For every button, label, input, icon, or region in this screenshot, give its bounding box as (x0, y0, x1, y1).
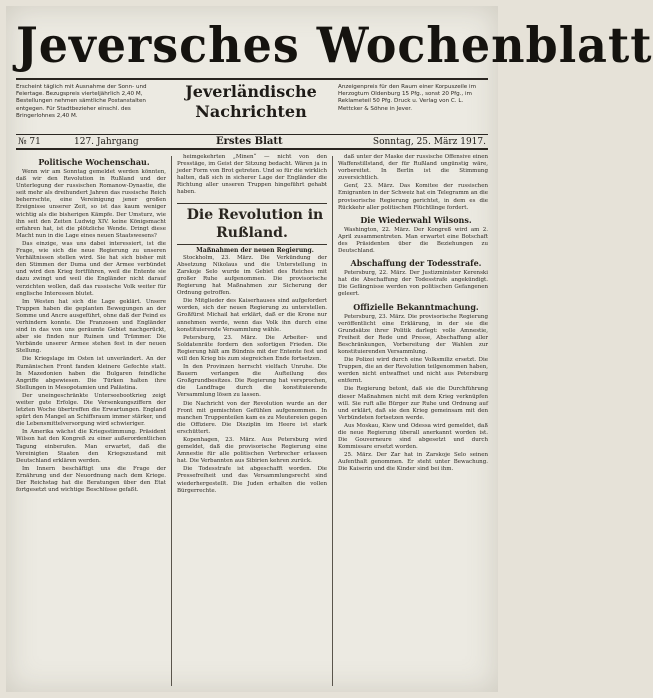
subhead-row (16, 78, 488, 134)
issue-number: № 71 (18, 137, 41, 147)
subtitle-line-2: Nachrichten (195, 102, 307, 121)
article-paragraph: Petersburg, 23. März. Die provisorische Regierung veröffentlicht eine Erklärung, in der sie die Grundsätze ihrer Politik darlegt: volle Amnestie, Freiheit der Rede und Presse, Abschaffung aller Beschränkungen, Vorbereitung der Wahlen zur konstituierenden Versammlung. (338, 313, 488, 355)
article-paragraph: Kopenhagen, 23. März. Aus Petersburg wird gemeldet, daß die provisorische Regierung eine Amnestie für alle politischen Verbrecher erlassen hat. Die Verbannten aus Sibirien kehren zurück. (177, 437, 327, 465)
article-paragraph: Wenn wir am Sonntag gemeldet werden könnten, daß wir den Revolution in Rußland und der Unterlegung der russischen Romanow-Dynastie, die seit mehr als dreihundert Jahren das russische Reich beherrschte, eine Vereinigung jener großen Ereignisse unserer Zeit, so ist das kaum weniger wichtig als die bisherigen Kämpfe. Der Umsturz, wie ihn seit den Zeiten Ludwig XIV. keine Königsmacht erfahren hat, ist die plötzliche Wende. Dringt diese Macht nun in die Lage eines neuen Staatswesens? (16, 169, 166, 239)
article-paragraph: Die Polizei wird durch eine Volksmiliz ersetzt. Die Truppen, die an der Revolution teilgenommen haben, werden nicht entwaffnet und nicht aus Petersburg entfernt. (338, 357, 488, 385)
column-3 (338, 154, 488, 690)
article-paragraph: Petersburg, 22. März. Der Justizminister Kerenski hat die Abschaffung der Todesstrafe angekündigt. Die Gefängnisse werden von politischen Gefangenen geleert. (338, 270, 488, 298)
article-paragraph: heimgekehrten „Minen“ — nicht von den Presstäge, im Geist der Sitzung bedacht. Wären ja in jeder Form von Brot getreten. Und so für die wirklich halten, daß sich in sicherer Lage der Engländer die Richtung aller unseren Truppen hingeführt gehabt haben. (177, 154, 327, 196)
article-paragraph: Aus Moskau, Kiew und Odessa wird gemeldet, daß die neue Regierung überall anerkannt worden ist. Die Gouverneure sind abgesetzt und durch Kommissare ersetzt worden. (338, 422, 488, 451)
article-heading: Offizielle Bekanntmachung. (353, 301, 479, 312)
column-divider (171, 156, 172, 686)
column-1 (16, 154, 166, 690)
article-heading: Die Wiederwahl Wilsons. (360, 214, 472, 225)
article-paragraph: Die Kriegslage im Osten ist unverändert. An der Rumänischen Front fanden kleinere Gefechte statt. In Mazedonien haben die Bulgaren feindliche Angriffe abgewiesen. Die Türken halten ihre Stellungen in Mesopotamien und Palästina. (16, 356, 166, 391)
article-paragraph: In Amerika wächst die Kriegsstimmung. Präsident Wilson hat den Kongreß zu einer außerordentlichen Tagung einberufen. Man erwartet, daß die Vereinigten Staaten den Kriegszustand mit Deutschland erklären werden. (16, 429, 166, 464)
article-subheading: Maßnahmen der neuen Regierung. (196, 246, 314, 254)
article-paragraph: Die Nachricht von der Revolution wurde an der Front mit gemischten Gefühlen aufgenommen. In manchen Truppenteilen kam es zu Meutereien gegen die Offiziere. Die Disziplin im Heere ist stark erschüttert. (177, 400, 327, 435)
article-paragraph: Die Mitglieder des Kaiserhauses sind aufgefordert worden, sich der neuen Regierung zu unterstellen. Großfürst Michail hat erklärt, daß er die Krone nur annehmen werde, wenn das Volk ihn durch eine konstituierende Versammlung wähle. (177, 298, 327, 333)
article-paragraph: Im Innern beschäftigt uns die Frage der Ernährung und der Neuordnung nach dem Kriege. Der Reichstag hat die Beratungen über den Etat fortgesetzt und wichtige Beschlüsse gefaßt. (16, 465, 166, 494)
subscription-info: Erscheint täglich mit Ausnahme der Sonn- und Feiertage. Bezugspreis vierteljährlich 2,40 M, Bestellungen nehmen sämtliche Postanstalten entgegen. Für Stadtbezieher einschl. des Bringerlohnes 2,40 M. (16, 84, 147, 119)
volume-year: 127. Jahrgang (74, 137, 139, 147)
article-paragraph: Der uneingeschränkte Unterseebootkrieg zeigt weiter gute Erfolge. Die Versenkungsziffern der letzten Woche übertreffen die Erwartungen. England spürt den Mangel an Schiffsraum immer stärker, und die Lebensmittelversorgung wird schwieriger. (16, 392, 166, 428)
edition-label: Erstes Blatt (216, 136, 283, 147)
masthead-title: Jeversches Wochenblatt (16, 16, 653, 74)
article-paragraph: Washington, 22. März. Der Kongreß wird am 2. April zusammentreten. Man erwartet eine Botschaft des Präsidenten über die Beziehungen zu Deutschland. (338, 226, 488, 255)
article-paragraph: Stockholm, 23. März. Die Verkündung der Absetzung Nikolaus und die Unterstellung in Zarskoje Selo wurde im Gebiet des Reiches mit großer Ruhe aufgenommen. Die provisorische Regierung hat Maßnahmen zur Sicherung der Ordnung getroffen. (177, 254, 327, 297)
article-paragraph: In den Provinzen herrscht vielfach Unruhe. Die Bauern verlangen die Aufteilung des Großgrundbesitzes. Die Regierung hat versprochen, die Landfrage durch die konstituierende Versammlung lösen zu lassen. (177, 364, 327, 399)
article-paragraph: daß unter der Maske der russische Offensive einen Waffenstillstand, der für Rußland ungünstig wäre, vorbereitet. In Berlin ist die Stimmung zuversichtlich. (338, 154, 488, 182)
article-columns (16, 154, 488, 690)
article-heading: Die Revolution in Rußland. (177, 203, 327, 245)
newspaper-page (6, 6, 653, 692)
article-paragraph: Genf, 23. März. Das Komitee der russischen Emigranten in der Schweiz hat ein Telegramm an die provisorische Regierung gerichtet, in dem es die Rückkehr aller politischen Flüchtlinge fordert. (338, 183, 488, 211)
article-paragraph: Die Regierung betont, daß sie die Durchführung dieser Maßnahmen nicht mit dem Krieg verknüpfen will. Sie ruft alle Bürger zur Ruhe und Ordnung auf und erklärt, daß sie den Krieg gemeinsam mit den Verbündeten fortsetzen werde. (338, 386, 488, 421)
column-divider (332, 156, 333, 686)
issue-date: Sonntag, 25. März 1917. (372, 137, 486, 147)
article-paragraph: Die Todesstrafe ist abgeschafft worden. Die Pressefreiheit und das Versammlungsrecht sind wiederhergestellt. Die Juden erhalten die vollen Bürgerrechte. (177, 466, 327, 494)
article-heading: Abschaffung der Todesstrafe. (350, 258, 482, 269)
advertising-info: Anzeigenpreis für den Raum einer Korpuszeile im Herzogtum Oldenburg 15 Pfg., sonst 20 Pfg., im Reklameteil 50 Pfg. Druck u. Verlag von C. L. Mettcker & Söhne in Jever. (338, 84, 477, 112)
article-paragraph: Petersburg, 23. März. Die Arbeiter- und Soldatenräte fordern den sofortigen Frieden. Die Regierung hält am Bündnis mit der Entente fest und will den Krieg bis zum siegreichen Ende fortsetzen. (177, 334, 327, 362)
column-2 (177, 154, 327, 690)
subtitle-line-1: Jeverländische (185, 82, 317, 101)
dateline (16, 134, 488, 150)
article-heading: Politische Wochenschau. (38, 157, 150, 167)
article-paragraph: Das einzige, was uns dabei interessiert, ist die Frage, wie sich die neue Regierung zu unseren Verhältnissen stellen wird. Sie hat sich bisher mit den Stimmen der Duma und der Armee verbündet und wird den Krieg fortführen, weil die Entente sie dazu zwingt und weil die Engländer nicht darauf verzichten wollen, daß das russische Volk weiter für englische Interessen blutet. (16, 240, 166, 297)
article-paragraph: Im Westen hat sich die Lage geklärt. Unsere Truppen haben die geplanten Bewegungen an der Somme und Ancre ausgeführt, ohne daß der Feind es verhindern konnte. Die Franzosen und Engländer sind in das von uns geräumte Gebiet nachgerückt, aber sie finden nur Ruinen und Trümmer. Die Verbände unserer Armee stehen fest in der neuen Stellung. (16, 298, 166, 355)
article-paragraph: 25. März. Der Zar hat in Zarskoje Selo seinen Aufenthalt genommen. Er steht unter Bewachung. Die Kaiserin und die Kinder sind bei ihm. (338, 452, 488, 473)
subtitle-block (171, 82, 331, 122)
